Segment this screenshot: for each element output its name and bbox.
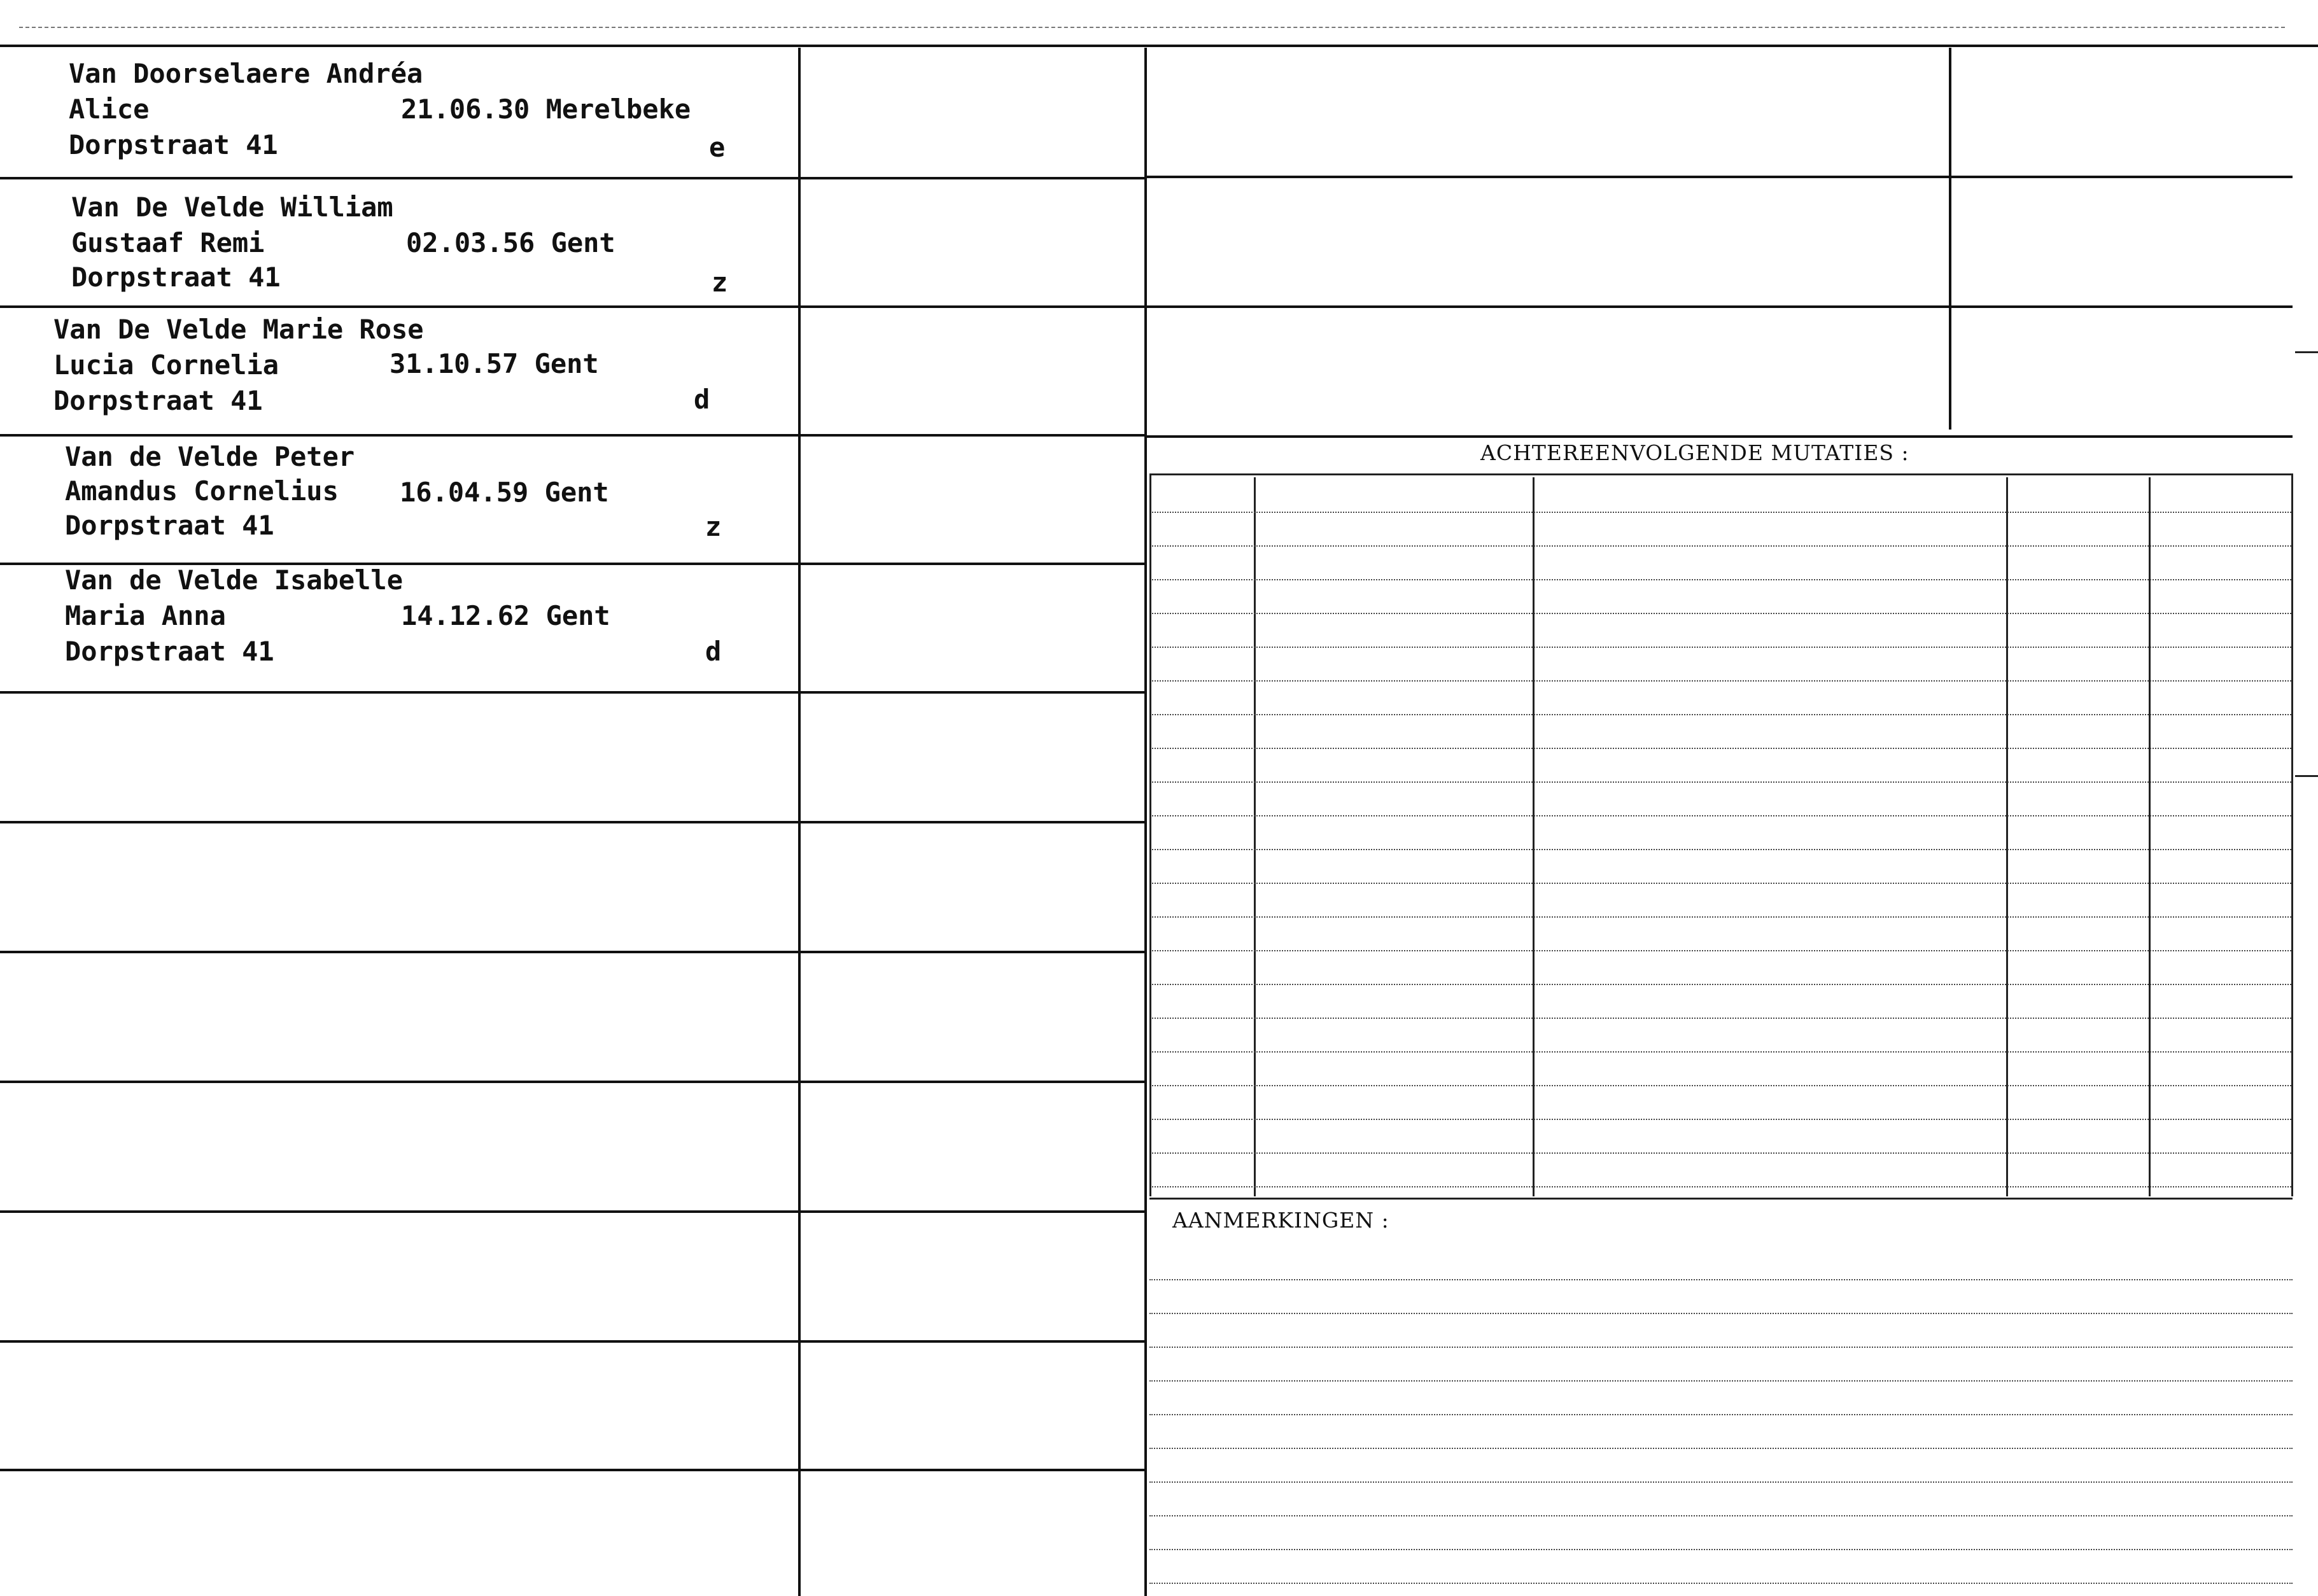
ruled-line <box>1152 1018 2291 1019</box>
row-sep-2 <box>0 305 1144 308</box>
mutaties-bottom <box>1149 1198 2293 1200</box>
mutaties-left-border <box>1149 473 1151 1196</box>
person-address: Dorpstraat 41 <box>53 385 263 416</box>
row-sep-1 <box>0 177 1144 179</box>
edge-tick-2 <box>2295 775 2318 777</box>
person-firstnames: Alice <box>69 94 150 125</box>
mutaties-col-1 <box>1254 477 1256 1196</box>
person-name: Van de Velde Peter <box>65 441 355 472</box>
edge-tick-1 <box>2295 351 2318 353</box>
ruled-line <box>1149 1380 2293 1382</box>
ruled-line <box>1149 1313 2293 1314</box>
ruled-line <box>1149 1414 2293 1415</box>
ruled-line <box>1149 1549 2293 1550</box>
row-sep-6 <box>0 821 1144 823</box>
person-firstnames: Amandus Cornelius <box>65 475 339 507</box>
ruled-line <box>1152 1051 2291 1053</box>
person-birth: 21.06.30 Merelbeke <box>401 94 691 125</box>
row-sep-9 <box>0 1210 1144 1213</box>
ruled-line <box>1152 815 2291 816</box>
ruled-line <box>1149 1583 2293 1584</box>
row-sep-10 <box>0 1340 1144 1343</box>
mutaties-col-4 <box>2149 477 2151 1196</box>
ruled-line <box>1152 1085 2291 1086</box>
person-entry <box>65 563 722 776</box>
person-code: z <box>712 267 728 298</box>
person-code: d <box>705 636 722 667</box>
ruled-line <box>1152 883 2291 884</box>
right-sep-2 <box>1144 305 2293 308</box>
ruled-line <box>1152 1152 2291 1154</box>
right-sep-1 <box>1144 176 2293 178</box>
ruled-line <box>1149 1481 2293 1483</box>
person-birth: 14.12.62 Gent <box>401 600 610 631</box>
row-sep-8 <box>0 1081 1144 1083</box>
person-firstnames: Maria Anna <box>65 600 226 631</box>
person-birth: 31.10.57 Gent <box>390 348 599 379</box>
mutaties-col-3 <box>2006 477 2008 1196</box>
ruled-line <box>1152 647 2291 648</box>
person-birth: 02.03.56 Gent <box>406 227 615 258</box>
ruled-line <box>1149 1347 2293 1348</box>
person-firstnames: Lucia Cornelia <box>53 349 279 381</box>
aanmerkingen-header: AANMERKINGEN : <box>1172 1208 1389 1233</box>
person-firstnames: Gustaaf Remi <box>71 227 265 258</box>
row-sep-3 <box>0 434 1144 437</box>
divider-col-2 <box>1144 48 1147 1596</box>
ruled-line <box>1152 1186 2291 1187</box>
person-name: Van de Velde Isabelle <box>65 564 404 596</box>
right-sep-3 <box>1144 435 2293 438</box>
ruled-line <box>1152 680 2291 682</box>
person-code: d <box>694 384 710 415</box>
person-code: e <box>709 132 726 163</box>
ruled-line <box>1149 1448 2293 1449</box>
person-name: Van De Velde Marie Rose <box>53 314 424 345</box>
divider-col-3 <box>1949 48 1951 430</box>
ruled-line <box>1152 714 2291 715</box>
ruled-line <box>1152 984 2291 985</box>
scan-noise-top <box>19 27 2285 28</box>
person-address: Dorpstraat 41 <box>71 262 281 293</box>
ruled-line <box>1152 849 2291 850</box>
ruled-line <box>1152 613 2291 614</box>
ruled-line <box>1149 1515 2293 1516</box>
person-address: Dorpstraat 41 <box>69 129 278 160</box>
person-address: Dorpstraat 41 <box>65 510 274 541</box>
mutaties-header: ACHTEREENVOLGENDE MUTATIES : <box>1480 440 1909 465</box>
ruled-line <box>1152 1119 2291 1120</box>
ruled-line <box>1152 950 2291 951</box>
row-sep-7 <box>0 951 1144 953</box>
ruled-line <box>1152 781 2291 783</box>
mutaties-col-2 <box>1533 477 1535 1196</box>
ruled-line <box>1149 1279 2293 1280</box>
ruled-line <box>1152 545 2291 547</box>
ruled-line <box>1152 579 2291 580</box>
ruled-line <box>1152 512 2291 513</box>
person-name: Van Doorselaere Andréa <box>69 58 423 89</box>
ruled-line <box>1152 748 2291 749</box>
person-code: z <box>705 511 722 542</box>
person-birth: 16.04.59 Gent <box>400 477 609 508</box>
top-border <box>0 45 2318 47</box>
row-sep-11 <box>0 1469 1144 1471</box>
row-sep-5 <box>0 691 1144 694</box>
mutaties-right-border <box>2291 473 2293 1196</box>
mutaties-top <box>1149 473 2293 475</box>
person-name: Van De Velde William <box>71 192 393 223</box>
ruled-line <box>1152 916 2291 918</box>
person-address: Dorpstraat 41 <box>65 636 274 667</box>
